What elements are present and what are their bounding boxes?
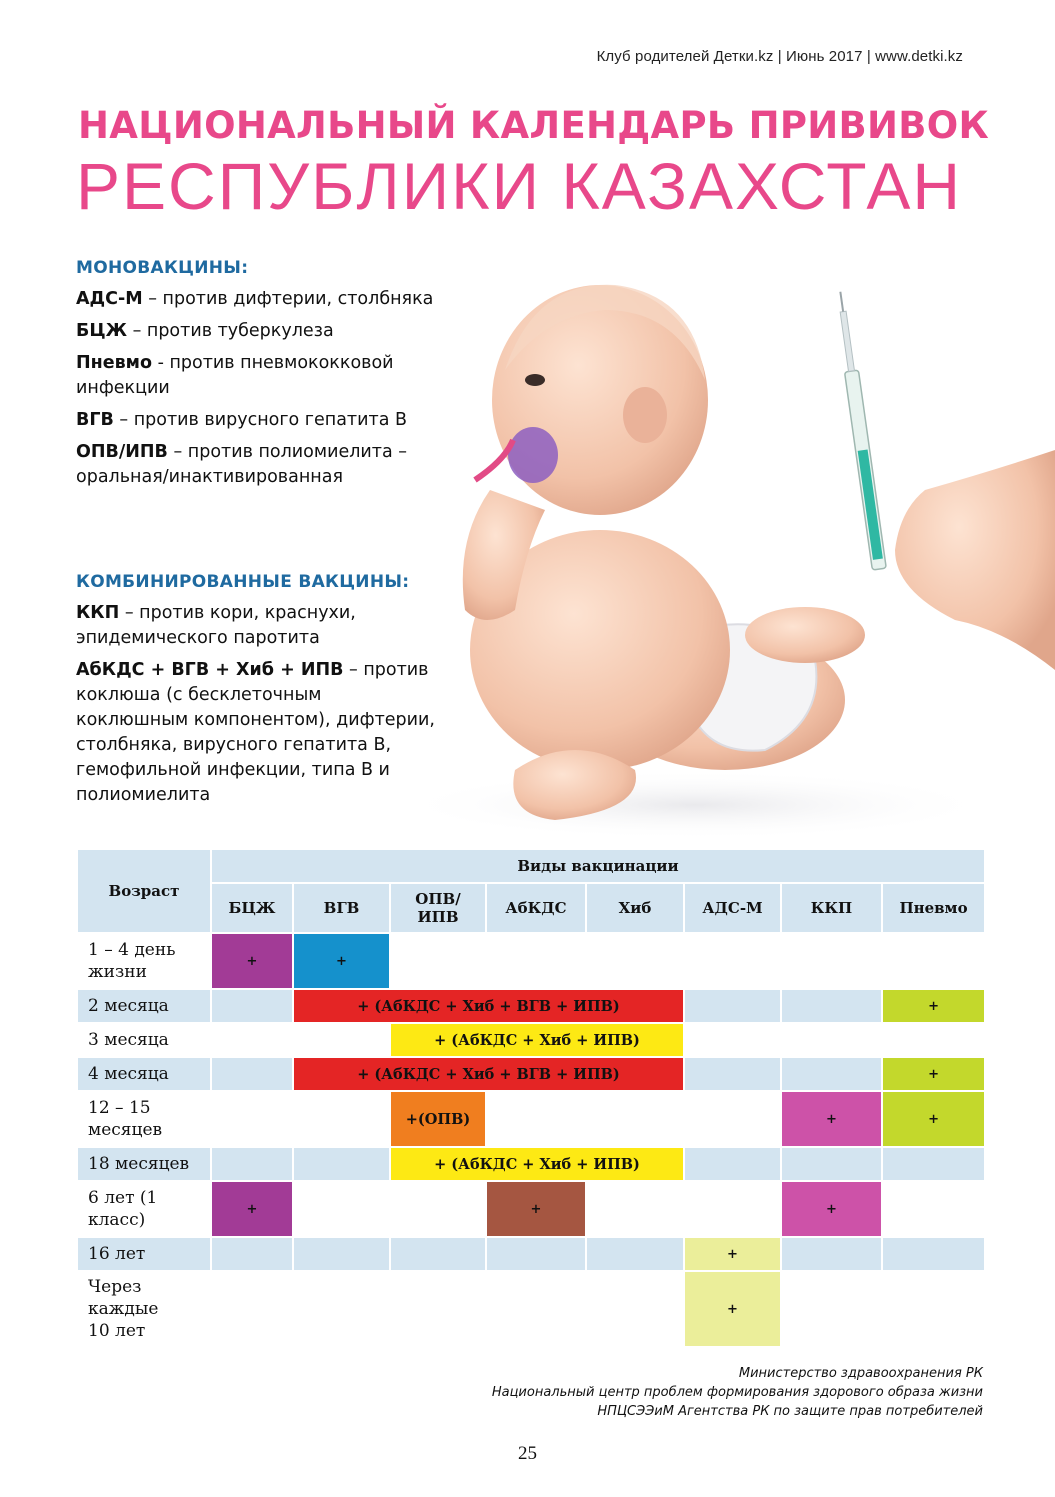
age-header: Возраст xyxy=(77,849,211,933)
combo-list xyxy=(76,601,436,815)
source-line: Министерство здравоохранения РК xyxy=(738,1366,983,1381)
col-header-pneumo: Пневмо xyxy=(882,883,985,933)
table-row xyxy=(77,1023,985,1057)
age-cell: 16 лет xyxy=(77,1237,211,1271)
abkds-mark: + xyxy=(486,1181,586,1237)
mono-item xyxy=(76,351,446,401)
table-row xyxy=(77,1147,985,1181)
age-cell: 18 месяцев xyxy=(77,1147,211,1181)
mono-item xyxy=(76,408,446,433)
pneumo-mark: + xyxy=(882,989,985,1023)
source-line: Национальный центр проблем формирования здорового образа жизни xyxy=(491,1385,983,1400)
pneumo-mark: + xyxy=(882,1057,985,1091)
source-credits xyxy=(492,1364,983,1421)
vaccine-desc: – против вирусного гепатита В xyxy=(113,410,407,430)
vaccine-name: ОПВ/ИПВ xyxy=(76,442,168,462)
magazine-header: Клуб родителей Детки.kz | Июнь 2017 | www.detki.kz xyxy=(596,48,963,65)
vaccination-schedule-table xyxy=(76,848,984,1348)
vaccine-desc: – против кори, краснухи, эпидемического паротита xyxy=(76,603,356,648)
vgv-mark: + xyxy=(293,933,390,989)
pneumo-mark: + xyxy=(882,1091,985,1147)
age-cell: 6 лет (1 класс) xyxy=(77,1181,211,1237)
combo-item xyxy=(76,658,436,808)
combo-vaccine-bar: + (АбКДС + Хиб + ВГВ + ИПВ) xyxy=(293,989,684,1023)
vaccination-types-header: Виды вакцинации xyxy=(211,849,985,883)
age-cell: 1 – 4 день жизни xyxy=(77,933,211,989)
col-header-hib: Хиб xyxy=(586,883,684,933)
bcg-mark: + xyxy=(211,1181,293,1237)
vaccine-name: ВГВ xyxy=(76,410,114,430)
combo-vaccine-bar: + (АбКДС + Хиб + ИПВ) xyxy=(390,1023,684,1057)
combo-vaccine-bar: + (АбКДС + Хиб + ВГВ + ИПВ) xyxy=(293,1057,684,1091)
vaccine-desc: – против коклюша (с бесклеточным коклюшным компонентом), дифтерии, столбняка, вирусного гепатита В, гемофильной инфекции, типа В и полиомиелита xyxy=(76,660,435,805)
col-header-bcg: БЦЖ xyxy=(211,883,293,933)
vaccine-name: БЦЖ xyxy=(76,321,127,341)
adsm-mark: + xyxy=(684,1237,781,1271)
age-cell: 12 – 15 месяцев xyxy=(77,1091,211,1147)
kkp-mark: + xyxy=(781,1181,882,1237)
page-title-line1: НАЦИОНАЛЬНЫЙ КАЛЕНДАРЬ ПРИВИВОК xyxy=(78,104,990,147)
age-cell: Через каждые 10 лет xyxy=(77,1271,211,1347)
combo-vaccine-bar: + (АбКДС + Хиб + ИПВ) xyxy=(390,1147,684,1181)
vaccine-desc: – против туберкулеза xyxy=(127,321,334,341)
col-header-kkp: ККП xyxy=(781,883,882,933)
age-cell: 3 месяца xyxy=(77,1023,211,1057)
table-row xyxy=(77,1271,985,1347)
col-header-opv: ОПВ/ИПВ xyxy=(390,883,486,933)
mono-item xyxy=(76,440,446,490)
combo-heading: КОМБИНИРОВАННЫЕ ВАКЦИНЫ: xyxy=(76,572,410,592)
table-row xyxy=(77,989,985,1023)
mono-item xyxy=(76,287,446,312)
page-number: 25 xyxy=(518,1443,537,1464)
vaccine-name: АДС-М xyxy=(76,289,143,309)
table-row xyxy=(77,933,985,989)
source-line: НПЦСЭЭиМ Агентства РК по защите прав потребителей xyxy=(597,1404,983,1419)
table-row xyxy=(77,1057,985,1091)
bcg-mark: + xyxy=(211,933,293,989)
age-cell: 4 месяца xyxy=(77,1057,211,1091)
mono-list xyxy=(76,287,446,497)
mono-item xyxy=(76,319,446,344)
col-header-abkds: АбКДС xyxy=(486,883,586,933)
col-header-vgv: ВГВ xyxy=(293,883,390,933)
table-row xyxy=(77,1181,985,1237)
opv-mark: +(ОПВ) xyxy=(390,1091,486,1147)
vaccine-name: АбКДС + ВГВ + Хиб + ИПВ xyxy=(76,660,344,680)
vaccine-desc: – против полиомиелита – оральная/инактивированная xyxy=(76,442,408,487)
adsm-mark: + xyxy=(684,1271,781,1347)
vaccine-desc: - против пневмококковой инфекции xyxy=(76,353,394,398)
mono-heading: МОНОВАКЦИНЫ: xyxy=(76,258,249,278)
age-cell: 2 месяца xyxy=(77,989,211,1023)
combo-item xyxy=(76,601,436,651)
table-row xyxy=(77,1237,985,1271)
vaccine-desc: – против дифтерии, столбняка xyxy=(142,289,434,309)
vaccine-name: ККП xyxy=(76,603,120,623)
kkp-mark: + xyxy=(781,1091,882,1147)
vaccine-name: Пневмо xyxy=(76,353,153,373)
col-header-adsm: АДС-М xyxy=(684,883,781,933)
table-row xyxy=(77,1091,985,1147)
page-title-line2: РЕСПУБЛИКИ КАЗАХСТАН xyxy=(76,149,963,223)
baby-syringe-illustration xyxy=(395,250,1055,840)
